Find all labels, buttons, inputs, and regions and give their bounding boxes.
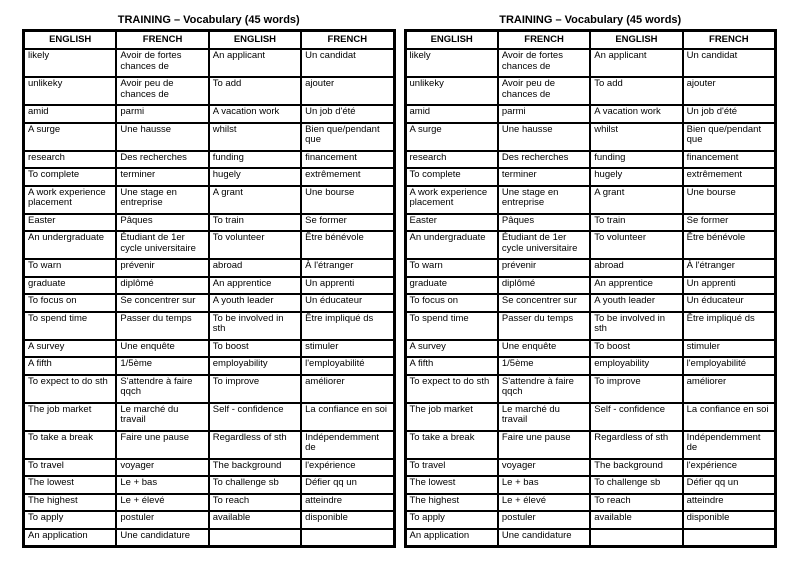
- vocab-row: [24, 375, 394, 403]
- vocab-cell: Une hausse: [498, 123, 590, 151]
- vocab-cell: Un éducateur: [683, 294, 775, 312]
- vocab-row: [24, 476, 394, 494]
- vocab-cell: Un apprenti: [683, 277, 775, 295]
- vocab-cell: Avoir de fortes chances de: [116, 49, 208, 77]
- vocab-row: [24, 151, 394, 169]
- vocab-row: [24, 77, 394, 105]
- vocab-cell: Une candidature: [116, 529, 208, 547]
- vocab-cell: [209, 529, 301, 547]
- vocab-cell: Passer du temps: [498, 312, 590, 340]
- vocab-cell: employability: [590, 357, 682, 375]
- vocab-cell: Une stage en entreprise: [116, 186, 208, 214]
- vocab-cell: Regardless of sth: [590, 431, 682, 459]
- vocab-cell: 1/5ème: [498, 357, 590, 375]
- vocab-cell: A work experience placement: [406, 186, 498, 214]
- vocab-cell: A survey: [24, 340, 116, 358]
- vocab-cell: Étudiant de 1er cycle universitaire: [498, 231, 590, 259]
- vocab-row: [406, 511, 776, 529]
- vocab-row: [406, 375, 776, 403]
- vocab-cell: To travel: [406, 459, 498, 477]
- vocab-cell: Un job d'été: [301, 105, 393, 123]
- vocab-cell: hugely: [590, 168, 682, 186]
- column-header-english: ENGLISH: [24, 31, 116, 49]
- vocab-cell: Être bénévole: [301, 231, 393, 259]
- vocab-row: [406, 214, 776, 232]
- vocab-cell: To complete: [406, 168, 498, 186]
- vocab-cell: Être bénévole: [683, 231, 775, 259]
- vocab-cell: A vacation work: [209, 105, 301, 123]
- vocab-cell: atteindre: [683, 494, 775, 512]
- column-header-english: ENGLISH: [209, 31, 301, 49]
- vocab-cell: amid: [24, 105, 116, 123]
- vocab-row: [24, 431, 394, 459]
- vocab-cell: available: [209, 511, 301, 529]
- vocab-cell: Faire une pause: [498, 431, 590, 459]
- vocab-row: [24, 529, 394, 547]
- vocab-cell: To travel: [24, 459, 116, 477]
- vocab-cell: unlikeky: [406, 77, 498, 105]
- vocab-cell: A grant: [590, 186, 682, 214]
- vocab-row: [406, 357, 776, 375]
- vocab-cell: To focus on: [406, 294, 498, 312]
- vocab-row: [406, 403, 776, 431]
- sheet-title: TRAINING – Vocabulary (45 words): [117, 14, 300, 26]
- vocab-cell: Défier qq un: [301, 476, 393, 494]
- vocab-table: [22, 29, 396, 548]
- vocab-cell: disponible: [683, 511, 775, 529]
- vocab-cell: To boost: [590, 340, 682, 358]
- vocab-cell: l'employabilité: [301, 357, 393, 375]
- vocab-cell: Easter: [24, 214, 116, 232]
- vocab-cell: amid: [406, 105, 498, 123]
- vocab-cell: whilst: [590, 123, 682, 151]
- vocab-cell: To focus on: [24, 294, 116, 312]
- vocab-cell: hugely: [209, 168, 301, 186]
- vocab-cell: To spend time: [24, 312, 116, 340]
- vocab-cell: extrêmement: [683, 168, 775, 186]
- vocab-cell: A youth leader: [209, 294, 301, 312]
- vocab-row: [24, 340, 394, 358]
- vocab-cell: Le marché du travail: [498, 403, 590, 431]
- vocab-cell: To train: [209, 214, 301, 232]
- vocab-cell: funding: [590, 151, 682, 169]
- vocab-row: [406, 49, 776, 77]
- vocab-cell: postuler: [498, 511, 590, 529]
- vocab-cell: Avoir de fortes chances de: [498, 49, 590, 77]
- vocab-row: [24, 231, 394, 259]
- vocab-cell: atteindre: [301, 494, 393, 512]
- vocab-cell: stimuler: [301, 340, 393, 358]
- header-row: [24, 31, 394, 49]
- vocab-cell: Une enquête: [116, 340, 208, 358]
- vocab-row: [24, 511, 394, 529]
- vocab-table-body: [406, 49, 776, 546]
- vocab-row: [24, 277, 394, 295]
- vocab-cell: To improve: [590, 375, 682, 403]
- vocab-row: [406, 123, 776, 151]
- vocab-table: [404, 29, 778, 548]
- vocab-row: [406, 476, 776, 494]
- vocab-cell: l'expérience: [683, 459, 775, 477]
- vocab-row: [24, 459, 394, 477]
- vocab-cell: extrêmement: [301, 168, 393, 186]
- vocab-sheet-left: [22, 13, 396, 565]
- vocab-row: [406, 312, 776, 340]
- vocab-table-body: [24, 49, 394, 546]
- vocab-cell: To be involved in sth: [209, 312, 301, 340]
- vocab-cell: Passer du temps: [116, 312, 208, 340]
- sheet-title: TRAINING – Vocabulary (45 words): [499, 14, 682, 26]
- vocab-cell: graduate: [24, 277, 116, 295]
- vocab-cell: prévenir: [498, 259, 590, 277]
- vocab-cell: postuler: [116, 511, 208, 529]
- vocab-cell: To expect to do sth: [24, 375, 116, 403]
- vocab-cell: unlikeky: [24, 77, 116, 105]
- vocab-cell: Se former: [683, 214, 775, 232]
- vocab-row: [406, 294, 776, 312]
- vocab-cell: The job market: [24, 403, 116, 431]
- vocab-cell: diplômé: [498, 277, 590, 295]
- vocab-cell: l'expérience: [301, 459, 393, 477]
- vocab-cell: prévenir: [116, 259, 208, 277]
- vocab-cell: À l'étranger: [301, 259, 393, 277]
- vocab-cell: S'attendre à faire qqch: [498, 375, 590, 403]
- column-header-french: FRENCH: [498, 31, 590, 49]
- vocab-cell: Indépendemment de: [683, 431, 775, 459]
- vocab-row: [406, 105, 776, 123]
- vocab-cell: The highest: [406, 494, 498, 512]
- vocab-cell: Un apprenti: [301, 277, 393, 295]
- vocab-cell: ajouter: [683, 77, 775, 105]
- vocab-cell: Le + bas: [116, 476, 208, 494]
- vocab-cell: To warn: [406, 259, 498, 277]
- vocab-cell: To add: [209, 77, 301, 105]
- vocab-cell: To be involved in sth: [590, 312, 682, 340]
- vocab-cell: Avoir peu de chances de: [498, 77, 590, 105]
- vocab-row: [406, 431, 776, 459]
- vocab-cell: To train: [590, 214, 682, 232]
- vocab-row: [24, 494, 394, 512]
- vocab-cell: Le + élevé: [116, 494, 208, 512]
- vocab-cell: A surge: [406, 123, 498, 151]
- vocab-cell: To volunteer: [209, 231, 301, 259]
- vocab-cell: Une hausse: [116, 123, 208, 151]
- vocab-row: [406, 186, 776, 214]
- vocab-row: [24, 357, 394, 375]
- vocab-cell: available: [590, 511, 682, 529]
- vocab-cell: The background: [590, 459, 682, 477]
- vocab-cell: An undergraduate: [24, 231, 116, 259]
- vocab-cell: A youth leader: [590, 294, 682, 312]
- column-header-english: ENGLISH: [406, 31, 498, 49]
- vocab-row: [406, 529, 776, 547]
- vocab-cell: To boost: [209, 340, 301, 358]
- vocab-cell: [590, 529, 682, 547]
- vocab-cell: Regardless of sth: [209, 431, 301, 459]
- vocab-cell: An application: [24, 529, 116, 547]
- vocab-row: [24, 403, 394, 431]
- vocab-row: [406, 151, 776, 169]
- vocab-cell: research: [406, 151, 498, 169]
- vocab-cell: Faire une pause: [116, 431, 208, 459]
- vocab-cell: Une enquête: [498, 340, 590, 358]
- vocab-cell: To take a break: [24, 431, 116, 459]
- vocab-row: [406, 494, 776, 512]
- vocab-cell: A fifth: [24, 357, 116, 375]
- vocab-row: [24, 105, 394, 123]
- vocab-cell: The background: [209, 459, 301, 477]
- vocab-cell: A work experience placement: [24, 186, 116, 214]
- vocab-row: [406, 340, 776, 358]
- vocab-cell: Un candidat: [683, 49, 775, 77]
- vocab-cell: Des recherches: [116, 151, 208, 169]
- vocab-cell: Indépendemment de: [301, 431, 393, 459]
- vocab-cell: parmi: [498, 105, 590, 123]
- vocab-cell: 1/5ème: [116, 357, 208, 375]
- vocab-cell: A survey: [406, 340, 498, 358]
- vocab-cell: Pâques: [498, 214, 590, 232]
- vocab-cell: The job market: [406, 403, 498, 431]
- vocab-cell: To warn: [24, 259, 116, 277]
- vocab-cell: To take a break: [406, 431, 498, 459]
- vocab-cell: An applicant: [590, 49, 682, 77]
- vocab-cell: [301, 529, 393, 547]
- vocab-cell: Étudiant de 1er cycle universitaire: [116, 231, 208, 259]
- vocab-cell: financement: [683, 151, 775, 169]
- vocab-row: [406, 277, 776, 295]
- vocab-row: [406, 459, 776, 477]
- column-header-english: ENGLISH: [590, 31, 682, 49]
- vocab-cell: Le marché du travail: [116, 403, 208, 431]
- vocab-cell: An undergraduate: [406, 231, 498, 259]
- vocab-cell: Une stage en entreprise: [498, 186, 590, 214]
- vocab-cell: diplômé: [116, 277, 208, 295]
- column-header-french: FRENCH: [683, 31, 775, 49]
- vocab-cell: research: [24, 151, 116, 169]
- vocab-cell: Être impliqué ds: [301, 312, 393, 340]
- vocab-cell: La confiance en soi: [683, 403, 775, 431]
- vocab-cell: S'attendre à faire qqch: [116, 375, 208, 403]
- vocab-cell: voyager: [116, 459, 208, 477]
- vocab-cell: Bien que/pendant que: [683, 123, 775, 151]
- vocab-cell: To expect to do sth: [406, 375, 498, 403]
- vocab-cell: améliorer: [683, 375, 775, 403]
- vocab-cell: Un éducateur: [301, 294, 393, 312]
- vocab-cell: financement: [301, 151, 393, 169]
- header-row: [406, 31, 776, 49]
- vocab-cell: Le + élevé: [498, 494, 590, 512]
- vocab-cell: To apply: [406, 511, 498, 529]
- vocab-cell: disponible: [301, 511, 393, 529]
- vocab-row: [24, 186, 394, 214]
- vocab-cell: Self - confidence: [209, 403, 301, 431]
- vocab-row: [24, 168, 394, 186]
- vocab-cell: Bien que/pendant que: [301, 123, 393, 151]
- vocab-cell: To add: [590, 77, 682, 105]
- vocab-row: [406, 168, 776, 186]
- vocab-cell: terminer: [116, 168, 208, 186]
- vocab-cell: ajouter: [301, 77, 393, 105]
- vocab-cell: funding: [209, 151, 301, 169]
- vocab-cell: graduate: [406, 277, 498, 295]
- vocab-cell: [683, 529, 775, 547]
- vocab-cell: The lowest: [24, 476, 116, 494]
- vocab-cell: The lowest: [406, 476, 498, 494]
- vocab-row: [24, 49, 394, 77]
- vocab-cell: An apprentice: [209, 277, 301, 295]
- vocab-cell: Se concentrer sur: [116, 294, 208, 312]
- vocab-cell: Self - confidence: [590, 403, 682, 431]
- vocab-cell: A grant: [209, 186, 301, 214]
- vocab-cell: likely: [24, 49, 116, 77]
- vocab-row: [24, 214, 394, 232]
- vocab-cell: Se concentrer sur: [498, 294, 590, 312]
- vocab-cell: terminer: [498, 168, 590, 186]
- vocab-cell: Le + bas: [498, 476, 590, 494]
- vocab-row: [24, 312, 394, 340]
- vocab-cell: To challenge sb: [590, 476, 682, 494]
- vocab-cell: Une bourse: [301, 186, 393, 214]
- vocab-row: [406, 259, 776, 277]
- vocab-cell: An applicant: [209, 49, 301, 77]
- vocab-cell: To apply: [24, 511, 116, 529]
- column-header-french: FRENCH: [301, 31, 393, 49]
- vocab-cell: l'employabilité: [683, 357, 775, 375]
- vocab-cell: La confiance en soi: [301, 403, 393, 431]
- vocab-cell: A vacation work: [590, 105, 682, 123]
- vocab-cell: Être impliqué ds: [683, 312, 775, 340]
- vocab-cell: To improve: [209, 375, 301, 403]
- vocab-row: [406, 231, 776, 259]
- vocab-cell: To reach: [209, 494, 301, 512]
- vocab-cell: To challenge sb: [209, 476, 301, 494]
- vocab-cell: Avoir peu de chances de: [116, 77, 208, 105]
- vocab-cell: To spend time: [406, 312, 498, 340]
- vocab-cell: Défier qq un: [683, 476, 775, 494]
- vocab-row: [24, 294, 394, 312]
- vocab-cell: Un candidat: [301, 49, 393, 77]
- vocab-cell: Des recherches: [498, 151, 590, 169]
- vocab-cell: abroad: [209, 259, 301, 277]
- vocab-cell: An apprentice: [590, 277, 682, 295]
- vocab-cell: The highest: [24, 494, 116, 512]
- vocab-cell: Se former: [301, 214, 393, 232]
- vocab-cell: abroad: [590, 259, 682, 277]
- vocab-cell: A surge: [24, 123, 116, 151]
- vocab-row: [24, 259, 394, 277]
- vocab-cell: Pâques: [116, 214, 208, 232]
- vocab-cell: parmi: [116, 105, 208, 123]
- vocab-cell: améliorer: [301, 375, 393, 403]
- vocab-row: [24, 123, 394, 151]
- vocab-cell: A fifth: [406, 357, 498, 375]
- vocab-cell: likely: [406, 49, 498, 77]
- vocab-sheet-right: [404, 13, 778, 565]
- vocab-cell: Une candidature: [498, 529, 590, 547]
- vocab-cell: whilst: [209, 123, 301, 151]
- vocab-cell: To volunteer: [590, 231, 682, 259]
- vocab-cell: Une bourse: [683, 186, 775, 214]
- vocab-cell: Easter: [406, 214, 498, 232]
- vocab-cell: voyager: [498, 459, 590, 477]
- vocab-cell: To reach: [590, 494, 682, 512]
- vocab-cell: Un job d'été: [683, 105, 775, 123]
- vocab-cell: To complete: [24, 168, 116, 186]
- vocab-cell: stimuler: [683, 340, 775, 358]
- vocab-cell: À l'étranger: [683, 259, 775, 277]
- vocab-row: [406, 77, 776, 105]
- vocab-cell: employability: [209, 357, 301, 375]
- vocab-cell: An application: [406, 529, 498, 547]
- column-header-french: FRENCH: [116, 31, 208, 49]
